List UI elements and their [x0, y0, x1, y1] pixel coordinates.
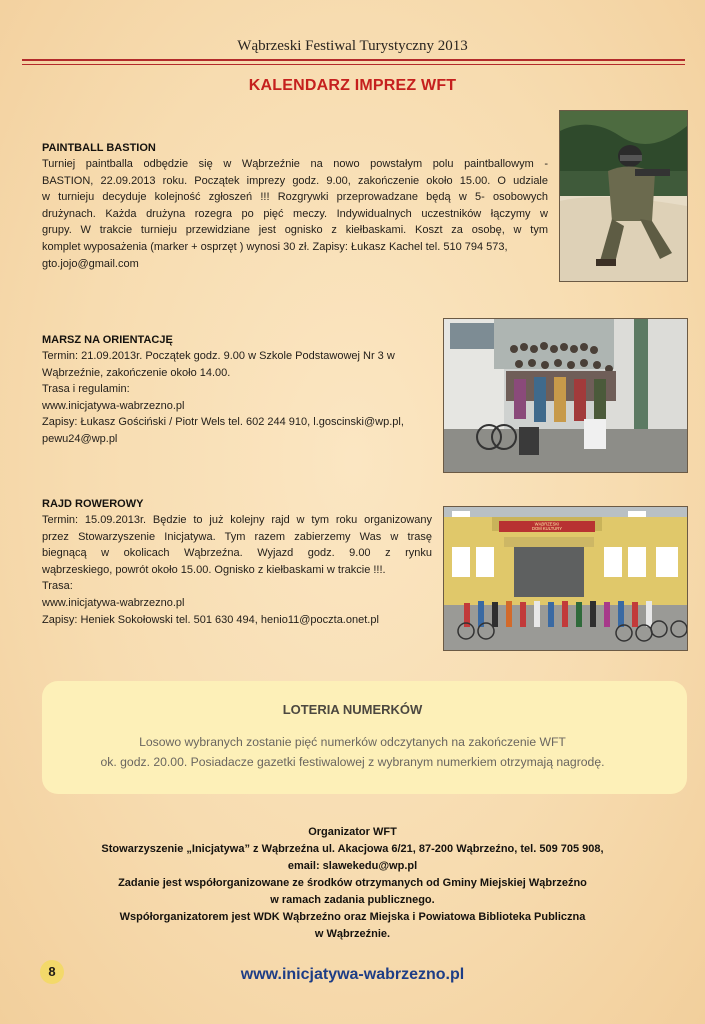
text-line: Zapisy: Heniek Sokołowski tel. 501 630 494, henio11@poczta.onet.pl — [42, 613, 379, 626]
section-title: MARSZ NA ORIENTACJĘ — [42, 334, 173, 346]
organizer-address: Stowarzyszenie „Inicjatywa” z Wąbrzeźna ul. Akacjowa 6/21, 87-200 Wąbrzeźno, tel. 509 705 908, — [101, 843, 604, 855]
text-line: przez Stowarzyszenie Inicjatywa. Tym razem zabierzemy Was w trasę — [42, 530, 432, 543]
text-line: Trasa i regulamin: — [42, 383, 130, 396]
section-paintball — [42, 140, 548, 272]
text-line: w turnieju decyduje kolejność zgłoszeń !!! Rozgrywki przeprowadzane będą w 5- osobowych — [42, 191, 548, 204]
organizer-funding-line: w ramach zadania publicznego. — [270, 894, 435, 906]
building-sign-line2: DOM KULTURY — [531, 526, 563, 531]
lottery-text-line: Losowo wybranych zostanie pięć numerków odczytanych na zakończenie WFT — [139, 735, 566, 749]
building-group-image — [444, 507, 687, 650]
text-line: Termin: 15.09.2013r. Będzie to już kolejny rajd w tym roku organizowany — [42, 514, 432, 526]
text-line: BASTION, 22.09.2013 roku. Początek imprezy godz. 9.00, zakończenie około 15.00. O udziale — [42, 174, 548, 187]
section-title: RAJD ROWEROWY — [42, 498, 144, 510]
header-divider-thin — [22, 64, 685, 65]
text-line: Turniej paintballa odbędzie się w Wąbrzeźnie na nowo powstałym polu paintballowym - — [42, 158, 548, 170]
organizer-coorganizer-line: Współorganizatorem jest WDK Wąbrzeźno oraz Miejska i Powiatowa Biblioteka Publiczna — [119, 911, 586, 923]
organizer-funding-line: Zadanie jest współorganizowane ze środków otrzymanych od Gminy Miejskiej Wąbrzeźno — [118, 877, 587, 889]
website-link[interactable]: www.inicjatywa-wabrzezno.pl — [42, 399, 185, 412]
lottery-text-line: ok. godz. 20.00. Posiadacze gazetki festiwalowej z wybranym numerkiem otrzymają nagrodę. — [100, 755, 605, 769]
text-line: Termin: 21.09.2013r. Początek godz. 9.00 w Szkole Podstawowej Nr 3 w — [42, 350, 395, 362]
page-number: 8 — [40, 960, 64, 984]
section-body — [42, 156, 548, 272]
text-line: grupy. W trakcie turnieju przewidziane jest ognisko z kiełbaskami. Koszt za osobę, w tym — [42, 224, 548, 237]
lottery-title: LOTERIA NUMERKÓW — [282, 702, 423, 717]
text-line: wąbrzeskiego, powrót około 15.00. Ognisko z kiełbaskami w trakcie !!!. — [42, 563, 386, 576]
section-body — [42, 348, 432, 448]
page-header-title: Wąbrzeski Festiwal Turystyczny 2013 — [237, 38, 468, 54]
email-link[interactable]: gto.jojo@gmail.com — [42, 257, 139, 270]
text-line: Wąbrzeźnie, zakończenie około 14.00. — [42, 366, 231, 379]
page-title: KALENDARZ IMPREZ WFT — [248, 77, 457, 94]
section-title: PAINTBALL BASTION — [42, 142, 156, 154]
organizer-title: Organizator WFT — [308, 826, 397, 838]
building-sign-line1: WĄBRZESKI — [534, 521, 560, 527]
text-line: komplet wyposażenia (marker + osprzęt ) wynosi 30 zł. Zapisy: Łukasz Kachel tel. 510 794 573, — [42, 240, 508, 253]
organizer-email[interactable]: email: slawekedu@wp.pl — [287, 860, 418, 872]
paintball-photo — [559, 110, 688, 282]
group-photo-image — [444, 319, 687, 472]
text-line: Trasa: — [42, 580, 73, 593]
text-line: Zapisy: Łukasz Gościński / Piotr Wels tel. 602 244 910, l.goscinski@wp.pl, — [42, 416, 404, 429]
paintball-player-image — [560, 111, 687, 281]
section-orienteering — [42, 332, 432, 448]
section-body — [42, 512, 432, 628]
text-line: biegnącą w okolicach Wąbrzeźna. Wyjazd godz. 9.00 z rynku — [42, 547, 432, 560]
bike-rally-photo — [443, 506, 688, 651]
orienteering-photo — [443, 318, 688, 473]
text-line: drużynach. Każda drużyna rozegra po pięć meczy. Indywidualnych uczestników łączymy w — [42, 207, 548, 220]
section-bike-rally — [42, 496, 432, 628]
website-link[interactable]: www.inicjatywa-wabrzezno.pl — [42, 596, 185, 609]
footer-website-link[interactable]: www.inicjatywa-wabrzezno.pl — [240, 966, 465, 983]
header-divider-thick — [22, 59, 685, 61]
organizer-coorganizer-line: w Wąbrzeźnie. — [314, 928, 391, 940]
email-link[interactable]: pewu24@wp.pl — [42, 432, 118, 445]
